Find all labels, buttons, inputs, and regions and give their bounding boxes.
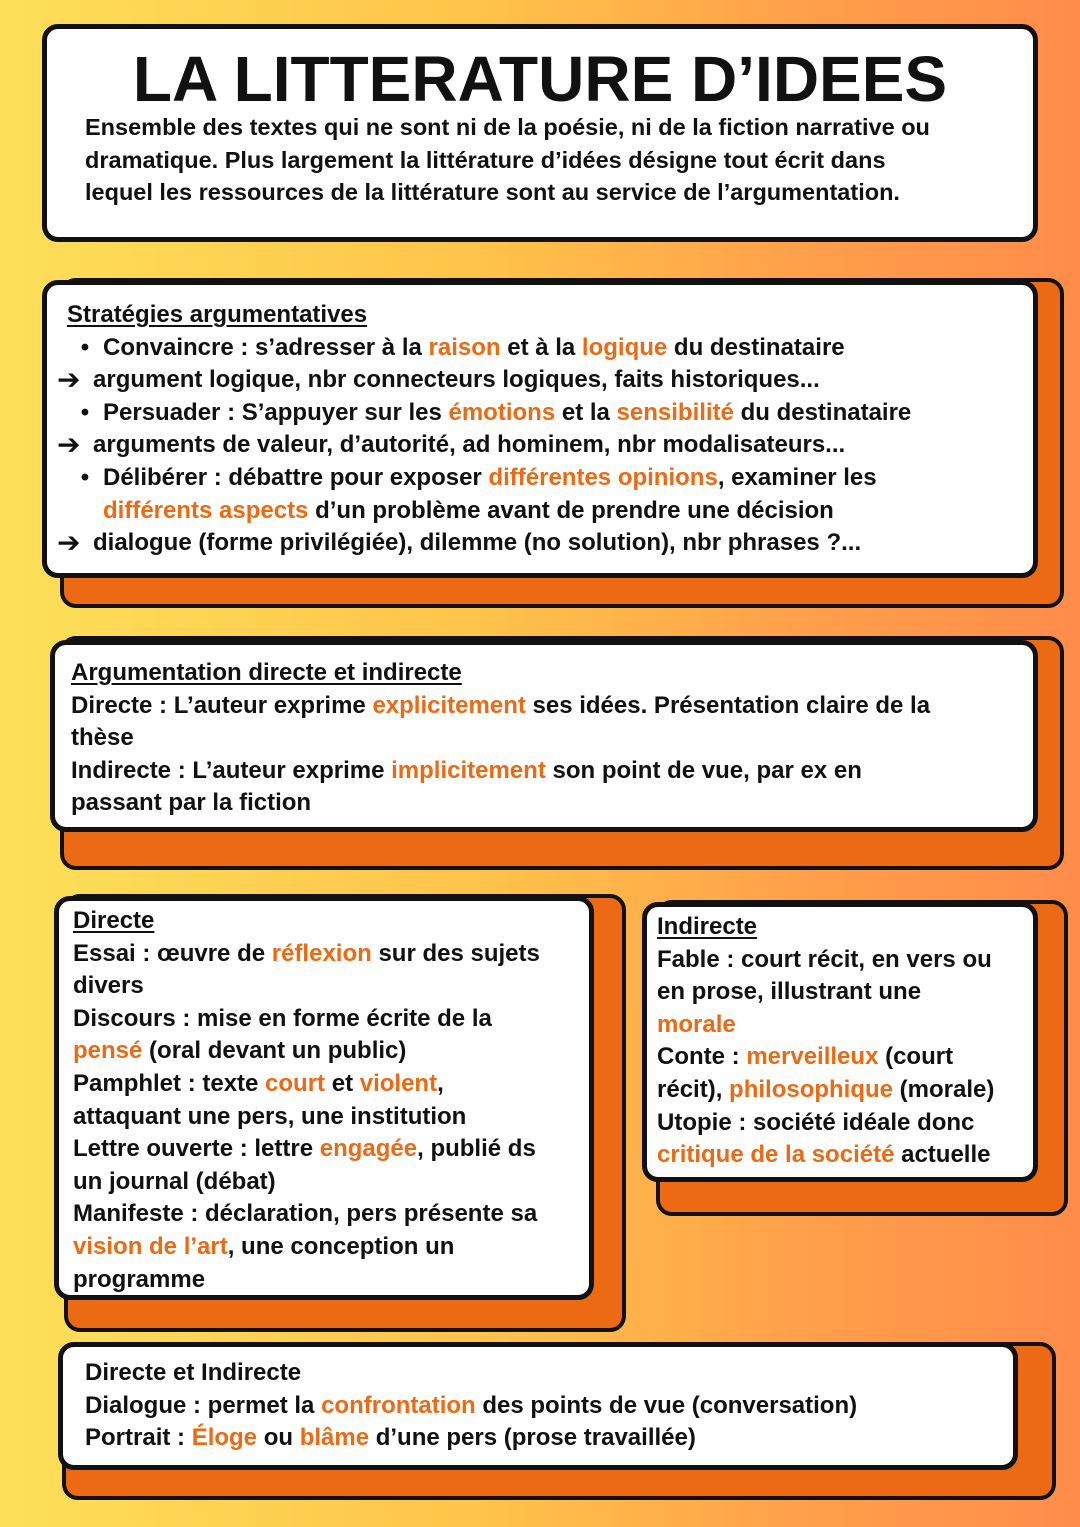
header-card [42, 24, 1038, 242]
strategies-heading: Stratégies argumentatives [67, 301, 368, 328]
strategies-card [42, 280, 1038, 578]
argumentation-card [50, 640, 1038, 832]
fable-keyword: morale [657, 1010, 736, 1038]
pamphlet-line: Pamphlet : texte court et violent , [73, 1069, 444, 1097]
convaincre-arrow: ➔ argument logique, nbr connecteurs logiques, faits historiques... [57, 364, 820, 396]
persuader-item: • Persuader : S’appuyer sur les émotions et la sensibilité du destinataire [67, 397, 1013, 430]
deliberer-arrow: ➔ dialogue (forme privilégiée), dilemme (no solution), nbr phrases ?... [57, 527, 862, 559]
manifeste-line: Manifeste : déclaration, pers présente sa [73, 1200, 538, 1228]
essai-line: Essai : œuvre de réflexion sur des sujets [73, 939, 540, 967]
directe-line: Directe : L’auteur exprime explicitement ses idées. Présentation claire de la [71, 691, 931, 719]
essai-line-cont: divers [73, 972, 144, 1000]
discours-line: Discours : mise en forme écrite de la [73, 1004, 492, 1032]
arrow-right-icon: ➔ [57, 429, 81, 461]
arrow-right-icon: ➔ [57, 527, 81, 559]
conte-line: Conte : merveilleux (court [657, 1043, 954, 1071]
intro-line: lequel les ressources de la littérature sont au service de l’argumentation. [85, 179, 900, 206]
mixte-card [58, 1342, 1018, 1470]
pamphlet-line-cont: attaquant une pers, une institution [73, 1102, 467, 1130]
bullet-icon: • [80, 398, 90, 426]
page-title: LA LITTERATURE D’IDEES [132, 43, 948, 115]
intro-line: dramatique. Plus largement la littérature d’idées désigne tout écrit dans [85, 146, 886, 173]
portrait-line: Portrait : Éloge ou blâme d’une pers (prose travaillée) [85, 1424, 696, 1452]
convaincre-item: • Convaincre : s’adresser à la raison et à la logique du destinataire [67, 332, 1013, 365]
indirecte-heading: Indirecte [657, 913, 758, 940]
fable-line: Fable : court récit, en vers ou [657, 945, 992, 973]
indirecte-line-cont: passant par la fiction [71, 789, 312, 817]
utopie-line-cont: critique de la société actuelle [657, 1141, 991, 1169]
intro-line: Ensemble des textes qui ne sont ni de la poésie, ni de la fiction narrative ou [85, 114, 930, 140]
utopie-line: Utopie : société idéale donc [657, 1108, 975, 1136]
mixte-heading: Directe et Indirecte [85, 1359, 302, 1386]
indirecte-line: Indirecte : L’auteur exprime implicitement son point de vue, par ex en [71, 756, 862, 784]
manifeste-line-cont: vision de l’art , une conception un [73, 1232, 455, 1260]
manifeste-line-end: programme [73, 1265, 206, 1293]
persuader-arrow: ➔ arguments de valeur, d’autorité, ad hominem, nbr modalisateurs... [57, 429, 846, 461]
indirecte-card [642, 902, 1038, 1182]
arrow-right-icon: ➔ [57, 364, 81, 396]
directe-heading: Directe [73, 907, 155, 934]
bullet-icon: • [80, 333, 90, 361]
discours-line-cont: pensé (oral devant un public) [73, 1037, 407, 1065]
directe-line-cont: thèse [71, 724, 134, 752]
deliberer-item: • Délibérer : débattre pour exposer différentes opinions , examiner les [67, 462, 1013, 495]
lettre-line: Lettre ouverte : lettre engagée , publié ds [73, 1135, 536, 1163]
dialogue-line: Dialogue : permet la confrontation des points de vue (conversation) [85, 1391, 858, 1419]
conte-line-cont: récit), philosophique (morale) [657, 1075, 995, 1103]
argumentation-heading: Argumentation directe et indirecte [71, 659, 462, 686]
deliberer-item-cont: différents aspects d’un problème avant de prendre une décision [103, 496, 834, 524]
directe-card [54, 896, 594, 1300]
lettre-line-cont: un journal (débat) [73, 1167, 276, 1195]
bullet-icon: • [80, 463, 90, 491]
fable-line-cont: en prose, illustrant une [657, 978, 922, 1006]
